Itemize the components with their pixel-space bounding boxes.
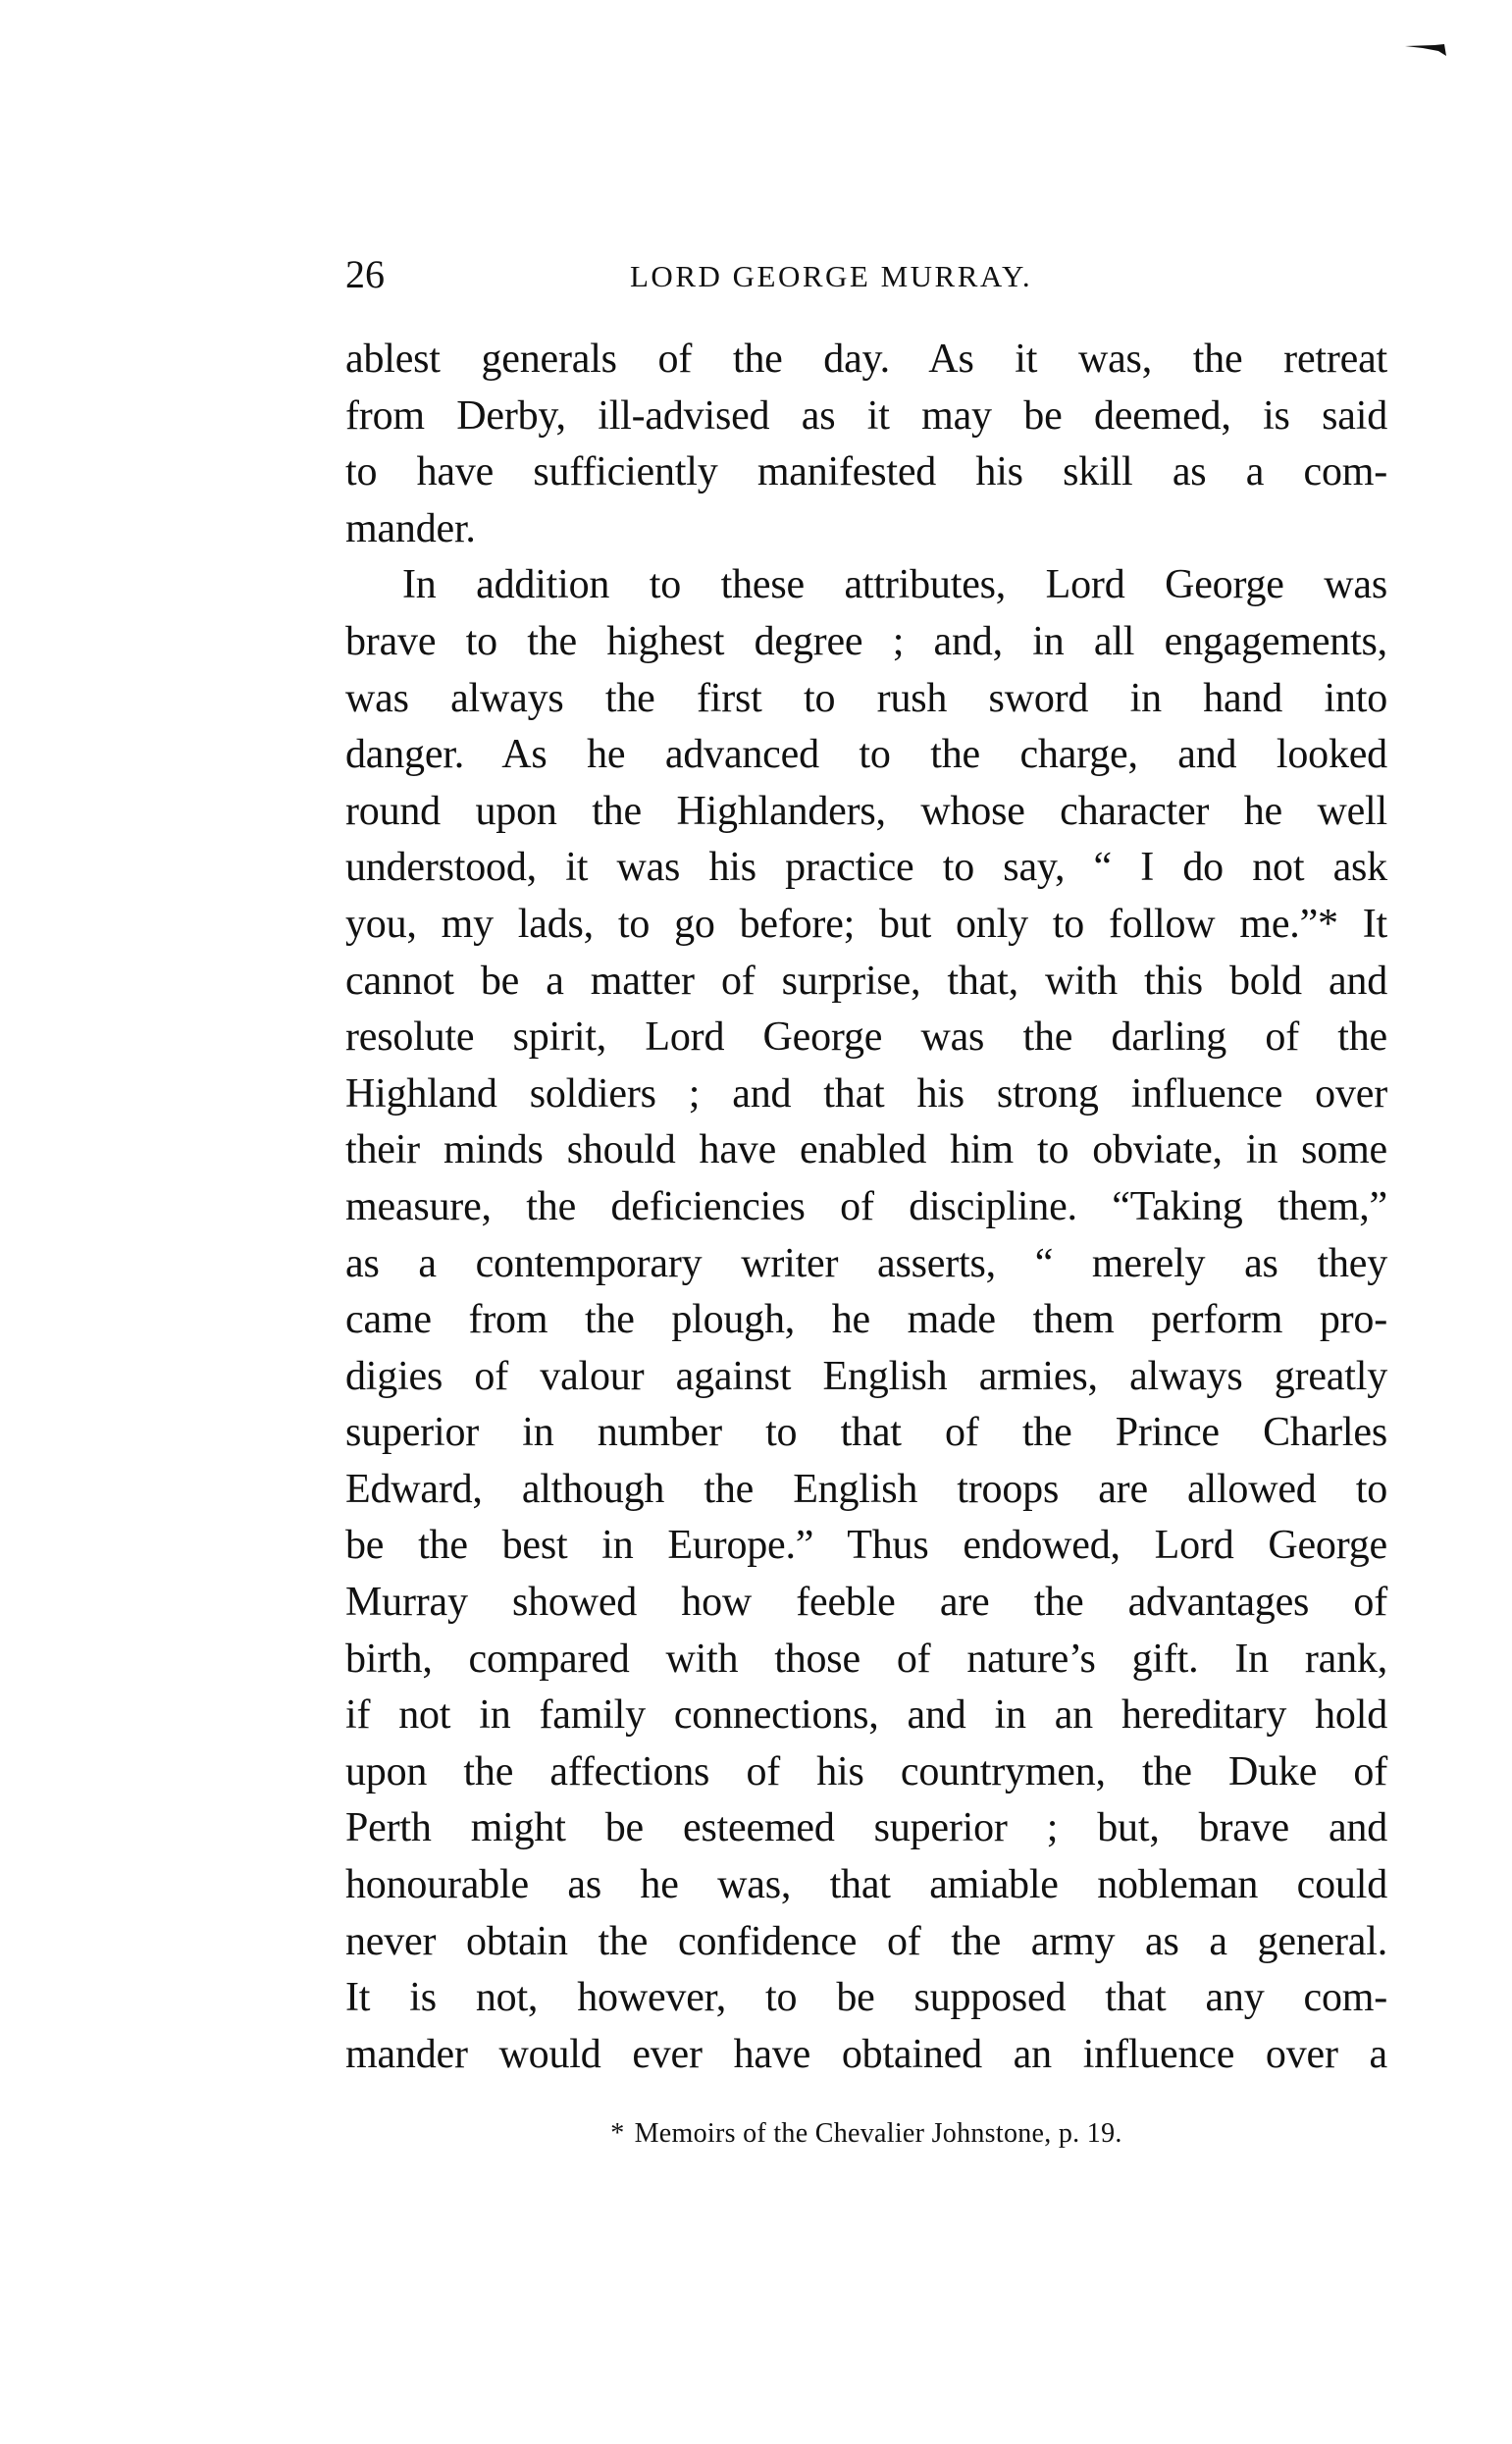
text-line: resolute spirit, Lord George was the darling of the [345,1014,1387,1061]
text-line: came from the plough, he made them perform pro- [345,1297,1387,1343]
text-line: upon the affections of his countrymen, the Duke of [345,1748,1387,1794]
text-line: as a contemporary writer asserts, “ merely as they [345,1240,1387,1286]
text-line: you, my lads, to go before; but only to follow me.”* It [345,901,1387,947]
text-line: Perth might be esteemed superior ; but, brave and [345,1805,1387,1851]
text-line: Highland soldiers ; and that his strong influence over [345,1070,1387,1117]
page-corner-pointer-icon [1405,43,1448,57]
text-line: cannot be a matter of surprise, that, with this bold and [345,958,1387,1004]
text-line: round upon the Highlanders, whose character he well [345,788,1387,834]
text-line: Edward, although the English troops are allowed to [345,1466,1387,1512]
text-line: if not in family connections, and in an hereditary hold [345,1692,1387,1739]
running-head [345,253,1387,296]
text-line: from Derby, ill-advised as it may be deemed, is said [345,392,1387,439]
text-line: In addition to these attributes, Lord George was [402,562,1387,608]
footnote-marker: * [610,2118,625,2149]
text-line: understood, it was his practice to say, “ I do not ask [345,845,1387,891]
page-number: 26 [345,252,385,296]
text-line: brave to the highest degree ; and, in all engagements, [345,618,1387,664]
text-line: honourable as he was, that amiable nobleman could [345,1862,1387,1908]
paragraph [345,557,1387,2083]
footnote-text: Memoirs of the Chevalier Johnstone, p. 19. [634,2118,1122,2149]
text-line: ablest generals of the day. As it was, the retreat [345,337,1387,382]
text-line: their minds should have enabled him to obviate, in some [345,1127,1387,1173]
text-line: Murray showed how feeble are the advantages of [345,1580,1387,1626]
text-line: measure, the deficiencies of discipline. “Taking them,” [345,1183,1387,1229]
body-text [345,332,1387,2083]
footnote [345,2114,1387,2154]
text-line: be the best in Europe.” Thus endowed, Lord George [345,1523,1387,1569]
text-line: superior in number to that of the Prince Charles [345,1410,1387,1456]
text-line: to have sufficiently manifested his skill as a com- [345,449,1387,495]
text-line: was always the first to rush sword in hand into [345,675,1387,721]
text-line: mander. [345,505,476,551]
running-title: LORD GEORGE MURRAY. [630,259,1033,293]
text-line: never obtain the confidence of the army as a general. [345,1918,1387,1964]
text-line: digies of valour against English armies, always greatly [345,1353,1387,1399]
text-line: mander would ever have obtained an influence over a [345,2031,1387,2077]
text-line: It is not, however, to be supposed that any com- [345,1975,1387,2021]
text-line: birth, compared with those of nature’s gift. In rank, [345,1636,1387,1682]
text-line: danger. As he advanced to the charge, and looked [345,732,1387,778]
paragraph [345,332,1387,557]
